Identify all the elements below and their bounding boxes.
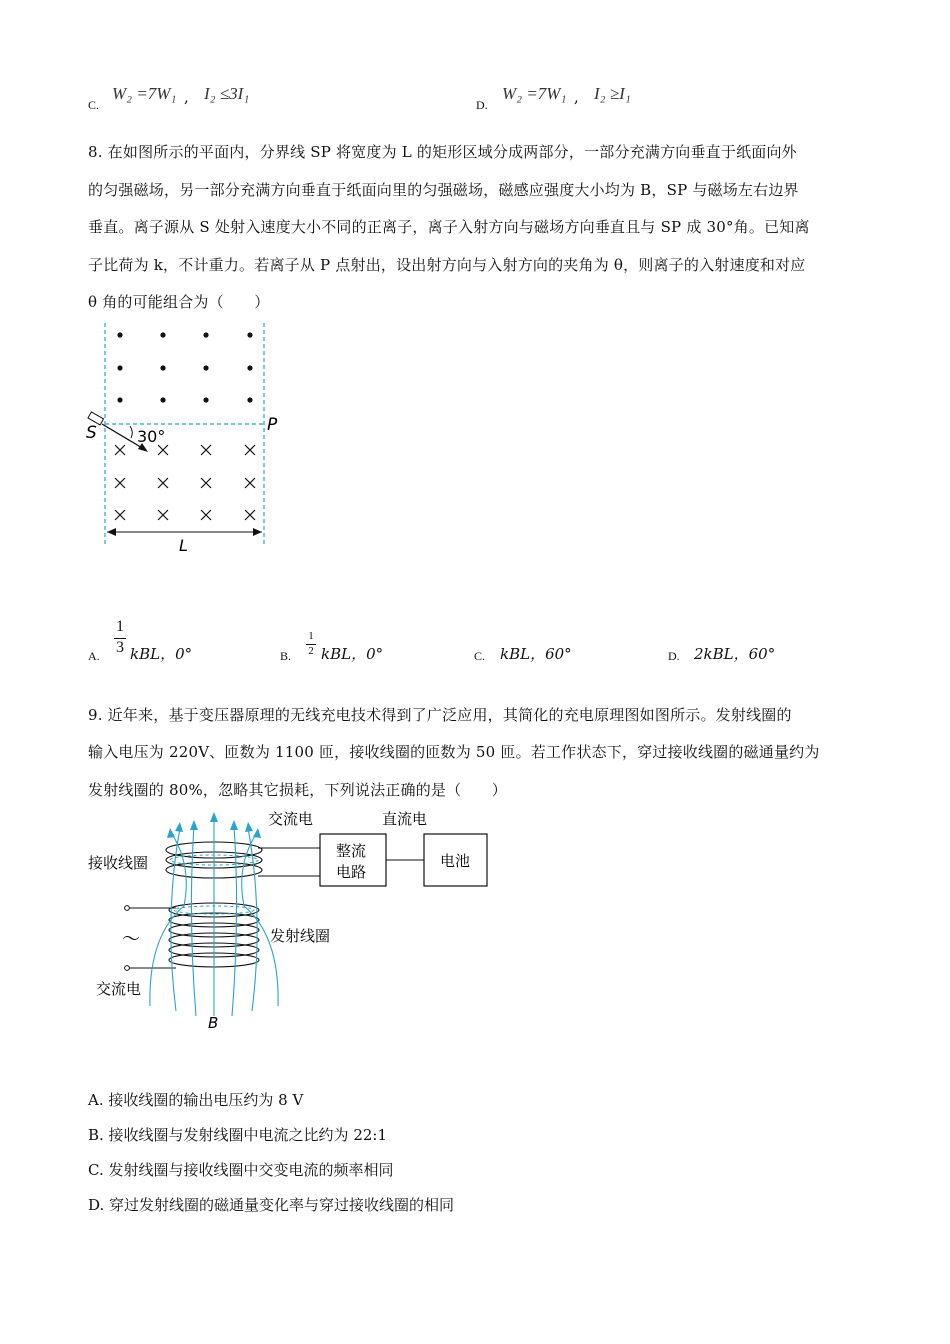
- terminal-bottom-icon: [125, 966, 130, 971]
- q8-line-3: 垂直。离子源从 S 处射入速度大小不同的正离子，离子入射方向与磁场方向垂直且与 SP 成 30°角。已知离: [88, 218, 810, 236]
- label-battery: 电池: [440, 852, 471, 870]
- q8-option-a-fraction: [114, 618, 126, 657]
- label-transmitter-coil: 发射线圈: [270, 927, 331, 945]
- label-ac-bottom: 交流电: [96, 980, 142, 998]
- q7-option-c-label: C.: [88, 98, 100, 112]
- field-in-crosses: [115, 445, 255, 520]
- q8-line-4: 子比荷为 k，不计重力。若离子从 P 点射出，设出射方向与入射方向的夹角为 θ，则离子的入射速度和对应: [88, 256, 806, 274]
- q7-option-c: [88, 84, 388, 114]
- q9-wireless-charging-figure: [84, 806, 504, 1034]
- q8-option-d: [668, 643, 868, 667]
- q8-option-b-fraction: [306, 630, 316, 658]
- dimension-right-arrow-icon: [253, 528, 262, 536]
- label-rectifier-2: 电路: [336, 863, 367, 881]
- q7-option-d-i: I₂ ≥I₁: [594, 84, 631, 103]
- dimension-left-arrow-icon: [107, 528, 116, 536]
- label-rectifier-1: 整流: [336, 842, 367, 860]
- q8-line-2: 的匀强磁场，另一部分充满方向垂直于纸面向里的匀强磁场，磁感应强度大小均为 B，SP 与磁场左右边界: [88, 181, 799, 199]
- label-s: S: [86, 423, 97, 443]
- q8-line-1: 8. 在如图所示的平面内，分界线 SP 将宽度为 L 的矩形区域分成两部分，一部分充满方向垂直于纸面向外: [88, 143, 797, 161]
- q7-option-c-i: I₂ ≤3I₁: [204, 84, 250, 103]
- q9-option-a: A. 接收线圈的输出电压约为 8 V: [88, 1091, 304, 1109]
- q9-line-3: 发射线圈的 80%，忽略其它损耗，下列说法正确的是（ ）: [88, 781, 507, 799]
- q8-option-b-label: B.: [280, 649, 292, 663]
- q9-option-d: D. 穿过发射线圈的磁通量变化率与穿过接收线圈的相同: [88, 1196, 455, 1214]
- q7-option-c-w: W₂ =7W₁: [112, 84, 177, 103]
- q7-option-d-comma: ,: [574, 88, 579, 106]
- q8-option-a-rest: kBL，0°: [130, 645, 193, 663]
- q7-option-d: [476, 84, 776, 114]
- q8-option-a-den: 3: [116, 639, 124, 656]
- q7-option-d-label: D.: [476, 98, 488, 112]
- q8-option-b-rest: kBL，0°: [321, 645, 384, 663]
- q8-option-c: [474, 643, 654, 667]
- q8-magnetic-field-figure: [80, 318, 300, 563]
- q8-option-c-label: C.: [474, 649, 486, 663]
- q7-option-d-w: W₂ =7W₁: [502, 84, 567, 103]
- label-b: B: [208, 1014, 219, 1032]
- q8-option-d-label: D.: [668, 649, 680, 663]
- field-out-dots: [117, 332, 252, 402]
- q8-option-a: [88, 618, 268, 668]
- q9-line-1: 9. 近年来，基于变压器原理的无线充电技术得到了广泛应用，其简化的充电原理图如图所示。发射线圈的: [88, 706, 792, 724]
- q8-option-a-label: A.: [88, 649, 100, 663]
- label-p: P: [267, 415, 278, 435]
- q8-line-5: θ 角的可能组合为（ ）: [88, 293, 270, 311]
- q9-option-c: C. 发射线圈与接收线圈中交变电流的频率相同: [88, 1161, 394, 1179]
- q8-option-b-num: 1: [308, 630, 314, 642]
- label-l: L: [179, 536, 188, 555]
- label-ac-top: 交流电: [268, 810, 314, 828]
- label-dc-top: 直流电: [382, 810, 428, 828]
- q8-option-a-num: 1: [116, 618, 124, 635]
- q8-option-b: [280, 628, 460, 668]
- q9-option-b: B. 接收线圈与发射线圈中电流之比约为 22:1: [88, 1126, 388, 1144]
- q8-option-d-rest: 2kBL，60°: [694, 645, 776, 663]
- label-receiver-coil: 接收线圈: [88, 854, 149, 872]
- angle-arc: [130, 426, 132, 438]
- terminal-top-icon: [125, 906, 130, 911]
- q7-option-c-comma: ,: [184, 88, 189, 106]
- q8-option-b-den: 2: [308, 645, 314, 657]
- q9-line-2: 输入电压为 220V、匝数为 1100 匝，接收线圈的匝数为 50 匝。若工作状态下，穿过接收线圈的磁通量约为: [88, 743, 820, 761]
- q8-option-c-rest: kBL，60°: [500, 645, 572, 663]
- label-ac-symbol: ～: [122, 929, 140, 950]
- label-angle: 30°: [137, 427, 166, 446]
